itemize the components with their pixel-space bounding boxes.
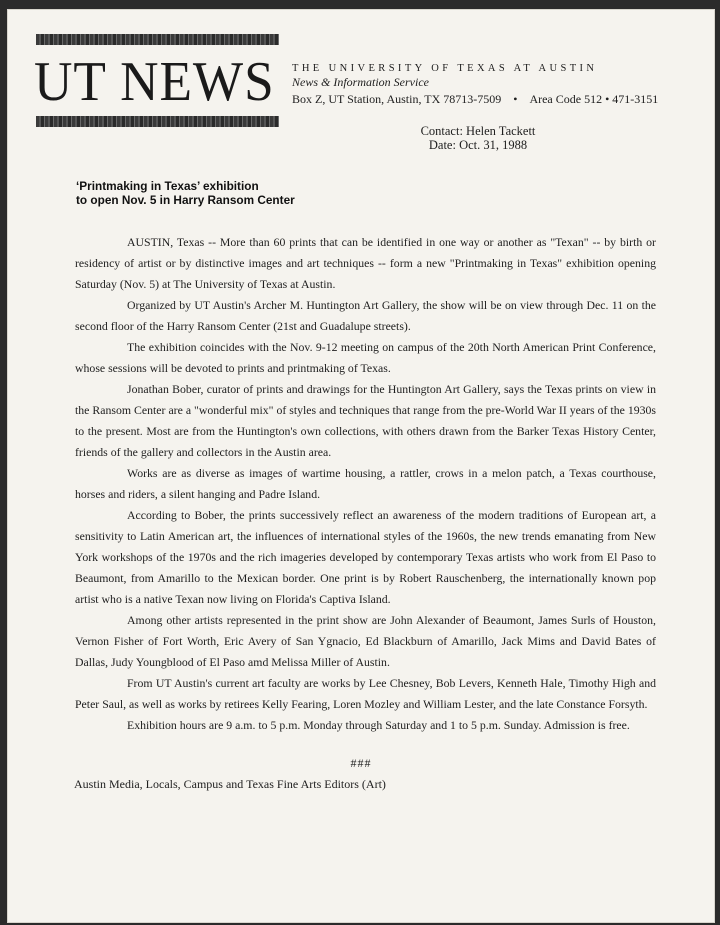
press-release-page [8,10,714,922]
paragraph: From UT Austin's current art faculty are works by Lee Chesney, Bob Levers, Kenneth Hale, Timothy High and Peter Saul, as well as works by retirees Kelly Fearing, Loren Mozley and William Lester, and the late Constance Forsyth. [75,676,656,711]
masthead-info [292,62,658,109]
masthead-top-rule [36,34,279,45]
article-body [75,232,656,736]
masthead-address-line [292,89,658,109]
paragraph: According to Bober, the prints successively reflect an awareness of the modern traditions of European art, a sensitivity to Latin American art, the influences of international styles of the 1960s, the new trends emanating from New York workshops of the 1970s and the rich imageries developed by contemporary Texas artists who work from El Paso to Beaumont, from Amarillo to the Mexican border. One print is by Robert Rauschenberg, the internationally known pop artist who is a native Texan now living on Florida's Captiva Island. [75,508,656,606]
university-name: THE UNIVERSITY OF TEXAS AT AUSTIN [292,63,598,74]
masthead-bottom-rule [36,116,279,127]
paragraph: Works are as diverse as images of wartime housing, a rattler, crows in a melon patch, a Texas courthouse, horses and riders, a silent hanging and Padre Island. [75,466,656,501]
end-mark: ### [350,756,372,770]
paragraph: Among other artists represented in the print show are John Alexander of Beaumont, James Surls of Houston, Vernon Fisher of Fort Worth, Eric Avery of San Ygnacio, Ed Blackburn of Amarillo, Jack Mims and David Bates of Dallas, Judy Youngblood of El Paso amd Melissa Miller of Austin. [75,613,656,669]
service-name: News & Information Service [292,75,429,89]
separator-dot: • [513,92,518,106]
headline-line-1: ‘Printmaking in Texas’ exhibition [76,179,259,193]
area-code: Area Code 512 • 471-3151 [529,92,659,106]
postal-address: Box Z, UT Station, Austin, TX 78713-7509 [292,92,502,106]
contact-block [388,124,568,152]
contact-name: Contact: Helen Tackett [420,124,536,138]
paragraph: AUSTIN, Texas -- More than 60 prints that can be identified in one way or another as "Texan" -- by birth or residency of artist or by distinctive images and art techniques -- form a new "Printmaking in Texas" exhibition opening Saturday (Nov. 5) at The University of Texas at Austin. [75,235,656,291]
headline-line-2: to open Nov. 5 in Harry Ransom Center [76,193,295,207]
release-date: Date: Oct. 31, 1988 [428,138,528,152]
paragraph: Jonathan Bober, curator of prints and drawings for the Huntington Art Gallery, says the Texas prints on view in the Ransom Center are a "wonderful mix" of styles and techniques that range from the pre-World War II years of the 1930s to the present. Most are from the Huntington's own collections, with others drawn from the Barker Texas History Center, friends of the gallery and collectors in the Austin area. [75,382,656,459]
paragraph: Organized by UT Austin's Archer M. Huntington Art Gallery, the show will be on view through Dec. 11 on the second floor of the Harry Ransom Center (21st and Guadalupe streets). [75,298,656,333]
ut-news-logo: UT NEWS [34,51,275,113]
paragraph: Exhibition hours are 9 a.m. to 5 p.m. Monday through Saturday and 1 to 5 p.m. Sunday. Admission is free. [127,718,630,732]
paragraph: The exhibition coincides with the Nov. 9-12 meeting on campus of the 20th North American Print Conference, whose sessions will be devoted to prints and printmaking of Texas. [75,340,656,375]
distribution-line: Austin Media, Locals, Campus and Texas Fine Arts Editors (Art) [74,777,386,791]
headline [76,179,295,207]
